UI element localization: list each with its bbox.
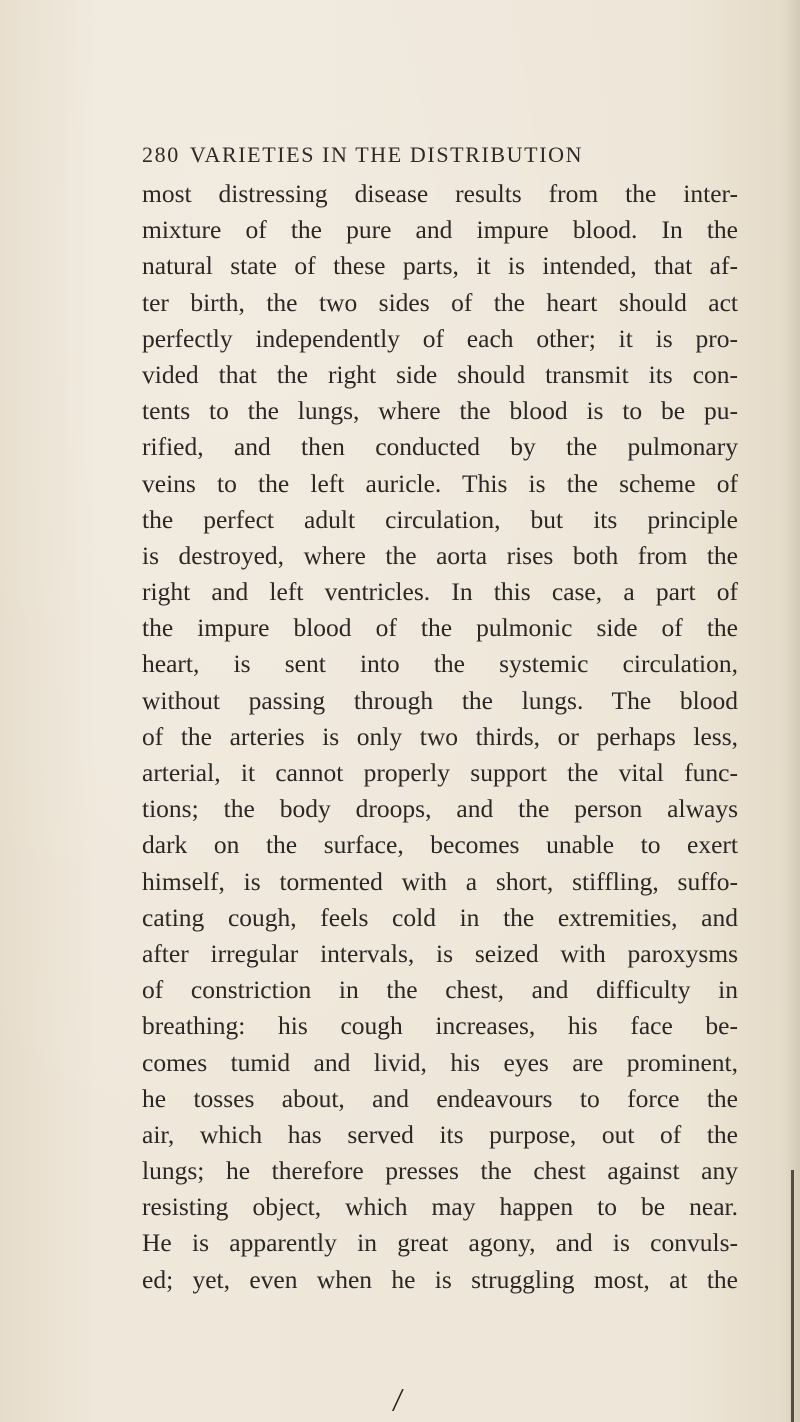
text-line: is destroyed, where the aorta rises both from the bbox=[142, 540, 738, 570]
running-header bbox=[142, 142, 702, 178]
text-line: right and left ventricles. In this case, a part of bbox=[142, 577, 738, 607]
text-line: heart, is sent into the systemic circulation, bbox=[142, 649, 738, 679]
text-line: after irregular intervals, is seized with paroxysms bbox=[142, 938, 738, 968]
text-line: of constriction in the chest, and difficulty in bbox=[142, 975, 738, 1005]
text-line: rified, and then conducted by the pulmonary bbox=[142, 432, 738, 462]
text-line: comes tumid and livid, his eyes are prominent, bbox=[142, 1047, 738, 1077]
text-line: veins to the left auricle. This is the scheme of bbox=[142, 468, 738, 498]
text-line: dark on the surface, becomes unable to exert bbox=[142, 830, 738, 860]
text-line: most distressing disease results from the inter- bbox=[142, 179, 738, 208]
text-line: ter birth, the two sides of the heart should act bbox=[142, 287, 738, 317]
running-title: VARIETIES IN THE DISTRIBUTION bbox=[189, 142, 584, 167]
text-line: the perfect adult circulation, but its principle bbox=[142, 504, 738, 534]
text-line: air, which has served its purpose, out of the bbox=[142, 1119, 738, 1149]
text-line: ed; yet, even when he is struggling most, at the bbox=[142, 1264, 738, 1294]
page-number: 280 bbox=[142, 142, 180, 167]
text-line: mixture of the pure and impure blood. In the bbox=[142, 215, 738, 245]
text-line: natural state of these parts, it is intended, that af- bbox=[142, 251, 738, 281]
text-line: the impure blood of the pulmonic side of the bbox=[142, 613, 738, 643]
text-line: lungs; he therefore presses the chest against any bbox=[142, 1156, 738, 1186]
text-line: of the arteries is only two thirds, or perhaps less, bbox=[142, 721, 738, 751]
text-line: without passing through the lungs. The blood bbox=[142, 685, 738, 715]
text-line: tions; the body droops, and the person always bbox=[142, 794, 738, 824]
text-line: He is apparently in great agony, and is convuls- bbox=[142, 1228, 738, 1258]
text-line: resisting object, which may happen to be near. bbox=[142, 1192, 738, 1222]
text-line: arterial, it cannot properly support the vital func- bbox=[142, 758, 738, 787]
body-text bbox=[142, 176, 738, 1298]
footer-mark: / bbox=[391, 1381, 405, 1420]
text-line: vided that the right side should transmit its con- bbox=[142, 359, 738, 389]
text-line: perfectly independently of each other; it is pro- bbox=[142, 323, 738, 353]
binding-edge-line bbox=[791, 1170, 794, 1422]
text-line: himself, is tormented with a short, stiffling, suffo- bbox=[142, 866, 738, 896]
text-line: cating cough, feels cold in the extremities, and bbox=[142, 902, 738, 932]
text-line: he tosses about, and endeavours to force the bbox=[142, 1083, 738, 1113]
text-line: breathing: his cough increases, his face be- bbox=[142, 1011, 738, 1041]
text-line: tents to the lungs, where the blood is to be pu- bbox=[142, 396, 738, 426]
